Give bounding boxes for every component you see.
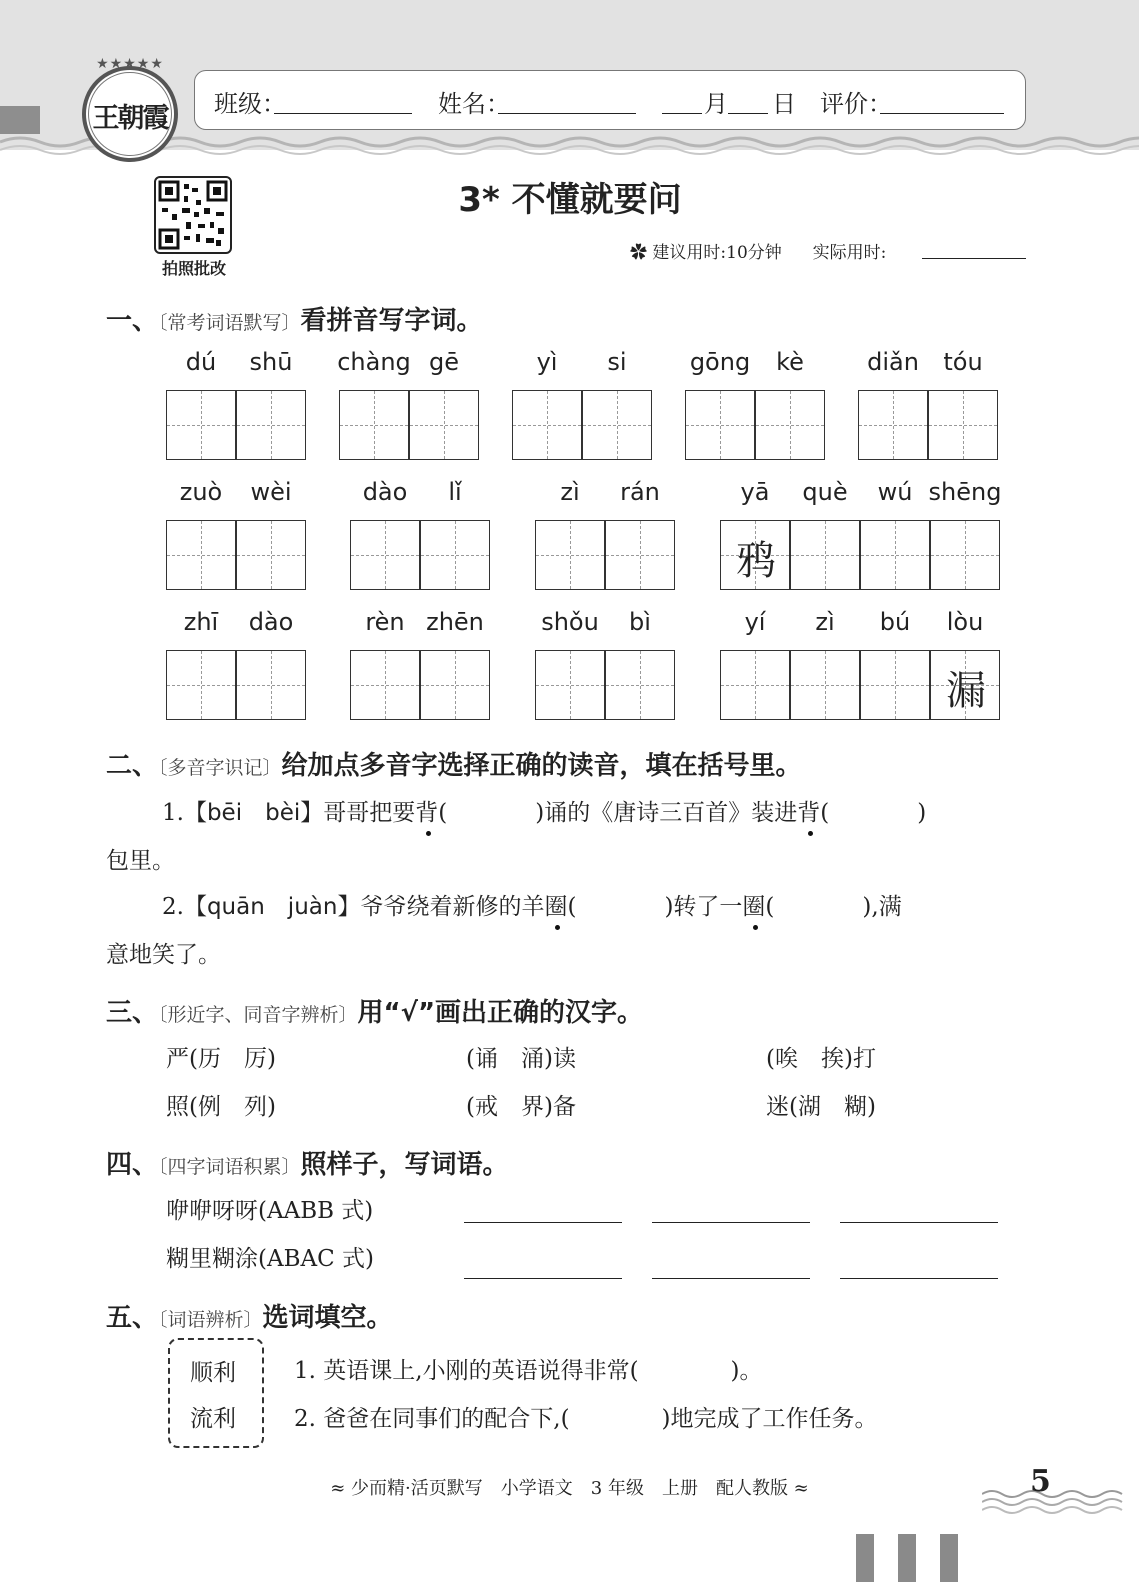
bracket: ( bbox=[438, 800, 448, 826]
bracket: ( bbox=[820, 800, 830, 826]
section-tag: 〔常考词语默写〕 bbox=[158, 312, 301, 334]
wave-icon: ≈ bbox=[330, 1478, 352, 1499]
pinyin-syllable: shǒu bbox=[541, 608, 599, 636]
writing-cell[interactable] bbox=[339, 390, 409, 460]
footer-wave bbox=[982, 1486, 1132, 1516]
writing-cell[interactable] bbox=[860, 650, 930, 720]
given-character: 漏 bbox=[946, 668, 986, 714]
pinyin-syllable: yì bbox=[536, 348, 558, 376]
pinyin-syllable: lòu bbox=[946, 608, 984, 636]
pinyin-syllable: yā bbox=[740, 478, 770, 506]
writing-cell[interactable] bbox=[350, 520, 420, 590]
bracket: ),满 bbox=[862, 894, 902, 920]
logo-text: 王朝霞 bbox=[92, 103, 168, 134]
bracket: ( bbox=[765, 894, 775, 920]
pinyin-syllable: si bbox=[607, 348, 627, 376]
dotted-char: 背 bbox=[797, 794, 820, 827]
writing-cell[interactable] bbox=[755, 390, 825, 460]
pinyin-syllable: rèn bbox=[365, 608, 405, 636]
bottom-bar bbox=[898, 1534, 916, 1582]
choice-item[interactable]: (诵 涌)读 bbox=[466, 1046, 576, 1072]
pinyin-syllable: wú bbox=[877, 478, 913, 506]
writing-cell[interactable] bbox=[420, 650, 490, 720]
writing-cell[interactable] bbox=[860, 520, 930, 590]
answer-line[interactable] bbox=[652, 1256, 810, 1279]
bracket: ) bbox=[917, 800, 927, 826]
section-number: 三、 bbox=[106, 998, 159, 1028]
pinyin-syllable: zhēn bbox=[426, 608, 484, 636]
pinyin-syllable: bì bbox=[629, 608, 651, 636]
question-2-1 bbox=[162, 794, 1042, 827]
answer-line[interactable] bbox=[464, 1256, 622, 1279]
name-label: 姓名： bbox=[438, 90, 510, 118]
writing-cell[interactable] bbox=[350, 650, 420, 720]
answer-line[interactable] bbox=[840, 1200, 998, 1223]
section-2-heading bbox=[106, 745, 802, 782]
writing-cell[interactable] bbox=[236, 390, 306, 460]
section-tag: 〔形近字、同音字辨析〕 bbox=[158, 1004, 358, 1026]
writing-cell[interactable] bbox=[720, 520, 790, 590]
section-instruction: 选词填空。 bbox=[262, 1303, 393, 1333]
qr-label: 拍照批改 bbox=[161, 259, 226, 278]
section-tag: 〔词语辨析〕 bbox=[158, 1309, 263, 1331]
question-text: )。 bbox=[730, 1358, 763, 1384]
choice-item[interactable]: (戒 界)备 bbox=[466, 1094, 576, 1120]
writing-cell[interactable] bbox=[535, 520, 605, 590]
pinyin-syllable: dào bbox=[362, 478, 408, 506]
section-instruction: 看拼音写字词。 bbox=[300, 306, 483, 336]
pinyin-syllable: gē bbox=[429, 348, 459, 376]
choice-item[interactable]: (唉 挨)打 bbox=[766, 1046, 876, 1072]
writing-cell[interactable] bbox=[236, 520, 306, 590]
writing-cell[interactable] bbox=[928, 390, 998, 460]
question-text: )转了一 bbox=[664, 894, 743, 920]
writing-cell[interactable] bbox=[790, 520, 860, 590]
answer-line[interactable] bbox=[840, 1256, 998, 1279]
pinyin-syllable: gōng bbox=[689, 348, 751, 376]
writing-cell[interactable] bbox=[535, 650, 605, 720]
answer-line[interactable] bbox=[652, 1200, 810, 1223]
choice-item[interactable]: 严(历 厉) bbox=[166, 1046, 276, 1072]
question-number: 2. bbox=[162, 894, 184, 920]
choice-item[interactable]: 照(例 列) bbox=[166, 1094, 276, 1120]
writing-cell[interactable] bbox=[512, 390, 582, 460]
writing-cell[interactable] bbox=[166, 520, 236, 590]
writing-cell[interactable] bbox=[166, 390, 236, 460]
question-5-2 bbox=[294, 1400, 878, 1433]
suggested-time: 建议用时:10分钟 bbox=[652, 243, 782, 263]
pinyin-syllable: dú bbox=[185, 348, 217, 376]
pinyin-options: 【quān juàn】 bbox=[183, 894, 361, 920]
word-option: 流利 bbox=[190, 1406, 236, 1432]
question-5-1 bbox=[294, 1352, 763, 1385]
pinyin-syllable: lǐ bbox=[448, 478, 462, 506]
question-text: 2. 爸爸在同事们的配合下,( bbox=[294, 1406, 570, 1432]
writing-cell[interactable] bbox=[685, 390, 755, 460]
writing-cell[interactable] bbox=[790, 650, 860, 720]
bracket: ( bbox=[567, 894, 577, 920]
section-number: 四、 bbox=[106, 1150, 159, 1180]
question-text: 1. 英语课上,小刚的英语说得非常( bbox=[294, 1358, 639, 1384]
writing-cell[interactable] bbox=[409, 390, 479, 460]
writing-cell[interactable] bbox=[166, 650, 236, 720]
wave-icon: ≈ bbox=[787, 1478, 809, 1499]
section-4-heading bbox=[106, 1144, 509, 1181]
writing-cell[interactable] bbox=[720, 650, 790, 720]
pinyin-syllable: kè bbox=[776, 348, 804, 376]
section-number: 五、 bbox=[106, 1303, 159, 1333]
writing-cell[interactable] bbox=[420, 520, 490, 590]
class-label: 班级： bbox=[214, 90, 286, 118]
pinyin-syllable: zì bbox=[815, 608, 835, 636]
dotted-char: 圈 bbox=[742, 888, 765, 921]
page-number: 5 bbox=[1030, 1464, 1051, 1499]
question-text: 爷爷绕着新修的羊 bbox=[360, 894, 545, 920]
writing-cell[interactable] bbox=[236, 650, 306, 720]
example-word: 咿咿呀呀(AABB 式) bbox=[166, 1198, 374, 1224]
pinyin-syllable: yí bbox=[744, 608, 766, 636]
writing-cell[interactable] bbox=[930, 520, 1000, 590]
pinyin-syllable: dào bbox=[248, 608, 294, 636]
pinyin-syllable: bú bbox=[879, 608, 911, 636]
flower-icon: ✿ bbox=[630, 243, 647, 263]
question-text: 哥哥把要 bbox=[323, 800, 416, 826]
choice-item[interactable]: 迷(湖 糊) bbox=[766, 1094, 876, 1120]
section-instruction: 用“√”画出正确的汉字。 bbox=[357, 998, 644, 1028]
writing-cell[interactable] bbox=[858, 390, 928, 460]
dotted-char: 背 bbox=[415, 794, 438, 827]
bottom-bar bbox=[856, 1534, 874, 1582]
section-3-heading bbox=[106, 992, 643, 1029]
writing-cell[interactable] bbox=[582, 390, 652, 460]
pinyin-syllable: diǎn bbox=[867, 348, 919, 376]
pinyin-syllable: shū bbox=[249, 348, 293, 376]
pinyin-syllable: zhī bbox=[183, 608, 219, 636]
actual-time-label: 实际用时: bbox=[812, 243, 887, 263]
pinyin-syllable: rán bbox=[620, 478, 660, 506]
bottom-bar bbox=[940, 1534, 958, 1582]
section-number: 一、 bbox=[106, 306, 159, 336]
section-instruction: 照样子，写词语。 bbox=[300, 1150, 509, 1180]
pinyin-syllable: shēng bbox=[928, 478, 1002, 506]
pinyin-syllable: tóu bbox=[943, 348, 983, 376]
pinyin-syllable: què bbox=[802, 478, 848, 506]
eval-label: 评价： bbox=[820, 90, 892, 118]
section-tag: 〔四字词语积累〕 bbox=[158, 1156, 301, 1178]
footer-text: 少而精·活页默写 小学语文 3 年级 上册 配人教版 bbox=[351, 1478, 788, 1499]
question-2-1-cont: 包里。 bbox=[106, 848, 175, 874]
question-number: 1. bbox=[162, 800, 184, 826]
pinyin-syllable: wèi bbox=[250, 478, 292, 506]
question-2-2 bbox=[162, 888, 1042, 921]
section-number: 二、 bbox=[106, 751, 159, 781]
word-option: 顺利 bbox=[190, 1360, 236, 1386]
section-instruction: 给加点多音字选择正确的读音，填在括号里。 bbox=[281, 751, 802, 781]
dotted-char: 圈 bbox=[544, 888, 567, 921]
writing-cell[interactable] bbox=[930, 650, 1000, 720]
given-character: 鸦 bbox=[736, 538, 776, 584]
lesson-title: 3* 不懂就要问 bbox=[458, 180, 682, 220]
question-2-2-cont: 意地笑了。 bbox=[106, 942, 221, 968]
pinyin-syllable: chàng bbox=[337, 348, 411, 376]
question-text: )地完成了工作任务。 bbox=[661, 1406, 878, 1432]
example-word: 糊里糊涂(ABAC 式) bbox=[166, 1246, 374, 1272]
pinyin-syllable: zì bbox=[560, 478, 580, 506]
pinyin-options: 【bēi bèi】 bbox=[183, 800, 324, 826]
logo-stars-icon: ★★★★★ bbox=[96, 56, 164, 72]
question-text: )诵的《唐诗三百首》装进 bbox=[535, 800, 798, 826]
month-label: 月 bbox=[704, 90, 728, 118]
pinyin-syllable: zuò bbox=[179, 478, 223, 506]
writing-cell[interactable] bbox=[605, 520, 675, 590]
pinyin-grid bbox=[0, 0, 1139, 740]
answer-line[interactable] bbox=[464, 1200, 622, 1223]
section-5-heading bbox=[106, 1297, 393, 1334]
section-tag: 〔多音字识记〕 bbox=[158, 757, 282, 779]
writing-cell[interactable] bbox=[605, 650, 675, 720]
footer bbox=[0, 1474, 1139, 1500]
day-label: 日 bbox=[772, 90, 796, 118]
